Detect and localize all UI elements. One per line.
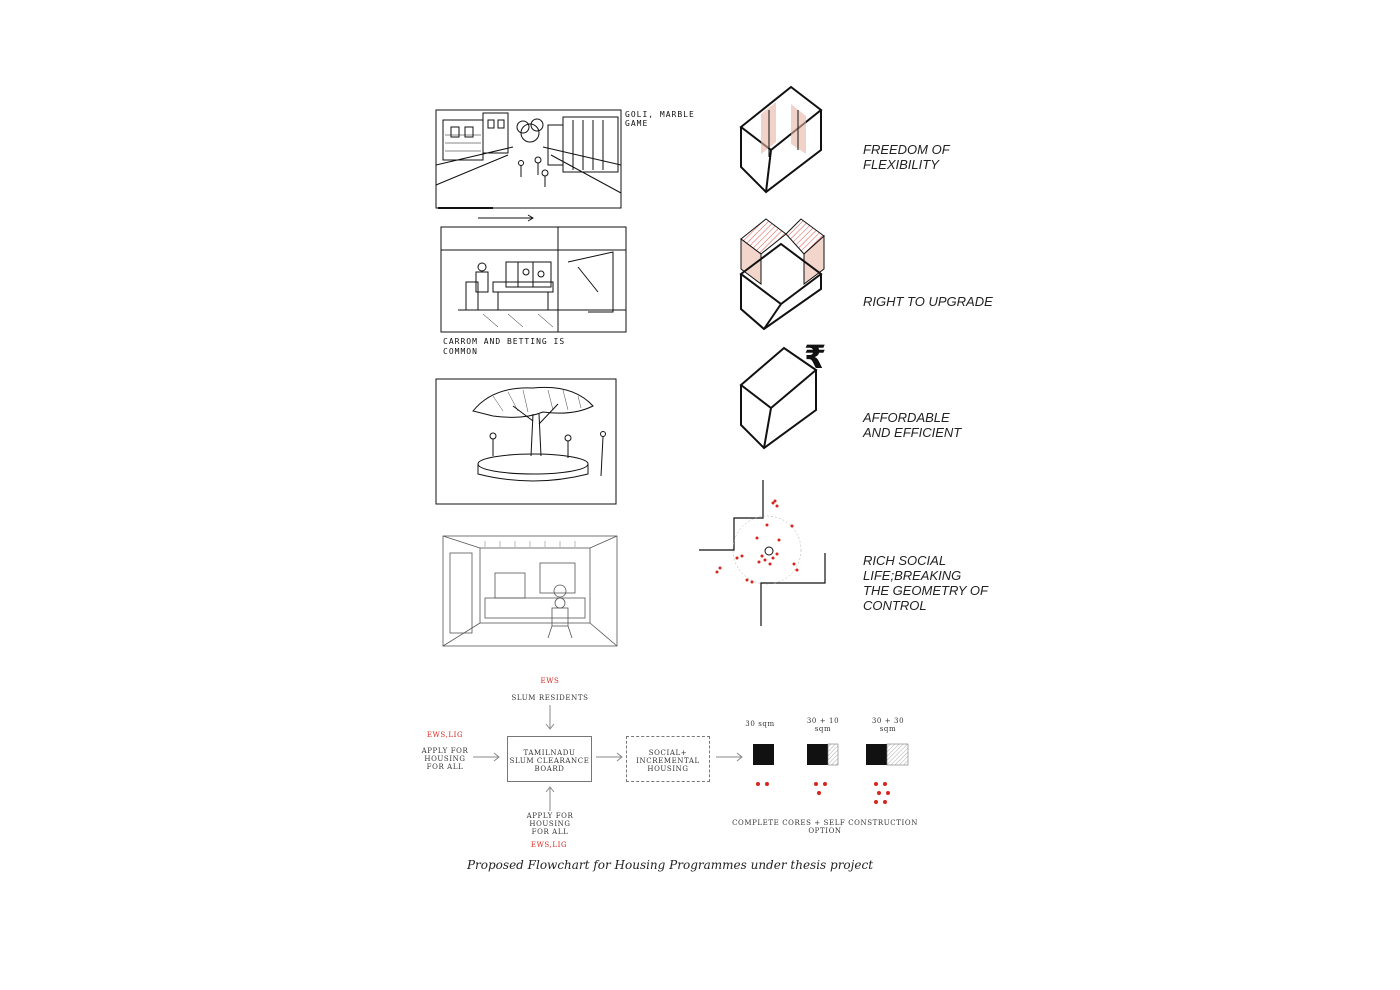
arrow-right-icon [716,752,744,762]
social-housing-line: HOUSING [647,765,689,773]
principle-affordable [863,410,961,440]
social-life-icon [697,478,837,628]
street-sketch [433,105,633,215]
social-housing-box [626,736,710,782]
unit-core-2 [807,744,828,765]
principle-line: RICH SOCIAL [863,553,947,568]
principle-line: AFFORDABLE [863,410,950,425]
gali-note-line-1: GOLI, MARBLE [625,110,695,119]
flexible-block-icon [736,82,831,202]
person-dot [874,800,878,804]
bottom-label [519,812,581,836]
principle-upgrade [863,294,993,309]
bottom-label-line: FOR ALL [531,828,569,836]
rupee-symbol: ₹ [804,340,827,376]
carrom-sketch [438,222,633,337]
left-label-line: APPLY FOR [421,747,469,755]
person-dot [883,800,887,804]
principle-line: THE GEOMETRY OF [863,583,988,598]
arrow-right-icon [596,752,624,762]
tnscb-line: TAMILNADU [523,749,576,757]
unit-label-2 [801,717,845,733]
bottom-tag: EWS,LIG [530,841,568,849]
unit-extension-3 [887,744,908,765]
unit-label-line: sqm [814,725,832,733]
bottom-label-line: HOUSING [529,820,571,828]
principle-social-life [863,553,988,613]
upgrade-block-icon [736,214,831,334]
person-dot [823,782,827,786]
person-dot [765,782,769,786]
person-dot [756,782,760,786]
principle-line: RIGHT TO UPGRADE [863,294,993,309]
units-caption [730,819,920,835]
unit-blocks [750,740,915,810]
unit-core-1 [753,744,774,765]
principle-line: FREEDOM OF [863,142,950,157]
interior-sketch [440,533,620,650]
principle-line: AND EFFICIENT [863,425,962,440]
arrow-right-icon [473,752,501,762]
carrom-note-line-2: COMMON [443,347,478,356]
person-dot [814,782,818,786]
left-tag: EWS,LIG [426,731,464,739]
arrow-up-icon [544,785,556,811]
gali-note-line-2: GAME [625,119,649,128]
principle-line: CONTROL [863,598,927,613]
person-dot [877,791,881,795]
person-dot [817,791,821,795]
tnscb-box [507,736,592,782]
gali-note [625,110,695,128]
principle-flexibility [863,142,950,172]
top-label: SLUM RESIDENTS [511,694,589,702]
arrow-right-icon [478,214,538,222]
person-dot [883,782,887,786]
unit-extension-2 [828,744,838,765]
unit-label-3-sqm: sqm [879,725,897,733]
figure-caption: Proposed Flowchart for Housing Programmes under thesis project [466,858,874,872]
unit-label-line: 30 + 30 [871,717,905,725]
tnscb-line: SLUM CLEARANCE [509,757,590,765]
person-dot [874,782,878,786]
rupee-block-icon [736,340,831,455]
principle-line: LIFE;BREAKING [863,568,962,583]
unit-label-line: 30 + 10 [806,717,840,725]
left-label-line: HOUSING [424,755,466,763]
person-dot [886,791,890,795]
tree-sketch [433,376,623,508]
arrow-down-icon [544,705,556,731]
social-housing-line: INCREMENTAL [636,757,700,765]
units-caption-line: COMPLETE CORES + SELF CONSTRUCTION [732,819,918,827]
carrom-note-line-1: CARROM AND BETTING IS [443,337,566,346]
top-tag: EWS [540,677,560,685]
units-caption-line: OPTION [808,827,842,835]
social-housing-line: SOCIAL+ [648,749,688,757]
left-label [415,747,475,771]
bottom-label-line: APPLY FOR [526,812,574,820]
tnscb-line: BOARD [534,765,565,773]
carrom-note [443,337,565,357]
unit-label-1: 30 sqm [745,720,775,728]
unit-core-3 [866,744,887,765]
left-label-line: FOR ALL [426,763,464,771]
principle-line: FLEXIBILITY [863,157,939,172]
unit-label-3 [866,717,910,725]
